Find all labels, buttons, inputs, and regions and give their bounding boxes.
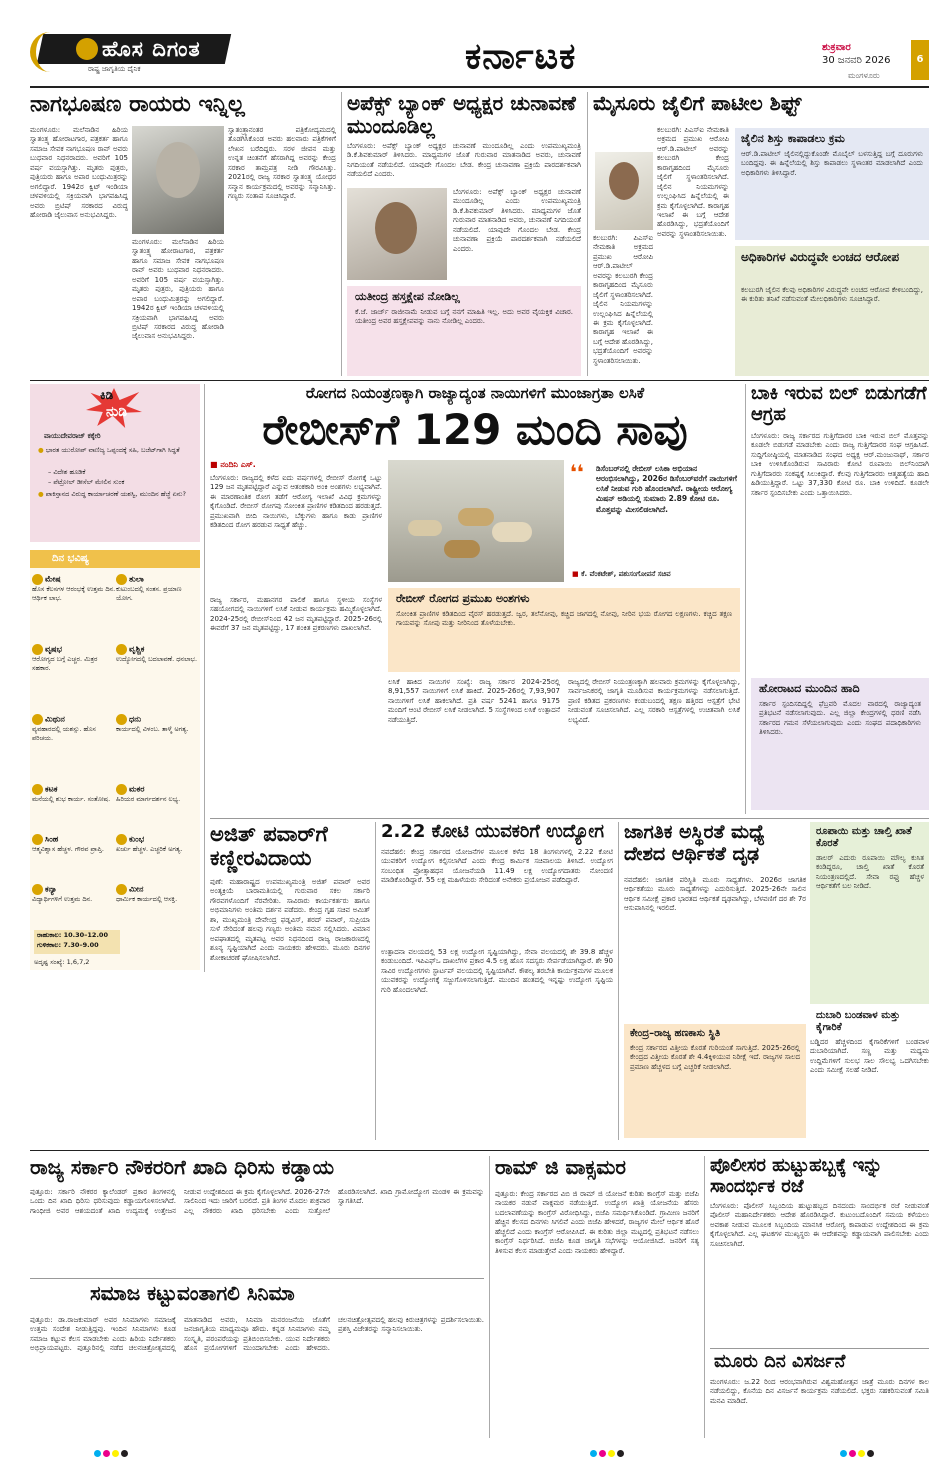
box-title: ಜೈಲಿನ ಶಿಸ್ತು ಕಾಪಾಡಲು ಕ್ರಮ (741, 132, 845, 145)
story-rabies (210, 384, 740, 814)
logo-text: ಹೊಸ ದಿಗಂತ (102, 37, 201, 61)
box-title: ರೇಬೀಸ್ ರೋಗದ ಪ್ರಮುಖ ಅಂಶಗಳು (396, 592, 530, 605)
sign-text: ಹೊಸ ಕೆಲಸಗಳ ಆರಂಭಕ್ಕೆ ಉತ್ತಮ ದಿನ. ಆರ್ಥಿಕ ಲಾಭ. (32, 585, 116, 603)
sign-text: ಧಾರ್ಮಿಕ ಕಾರ್ಯದಲ್ಲಿ ಆಸಕ್ತಿ. (116, 895, 178, 904)
horo-sign (32, 574, 116, 603)
sign-text: ಕುಟುಂಬದಲ್ಲಿ ಸಂತಸ. ಪ್ರಯಾಣ ಯೋಗ. (116, 585, 182, 603)
kidi-item-text: ಪಾಕಿಸ್ತಾನದ ವಿರುದ್ಧ ಕಾರ್ಯಾಚರಣೆ ಯಶಸ್ವಿ, ಮುಂದಿನ ಹೆಜ್ಜೆ ಏನು? (45, 490, 186, 498)
col-rule (375, 822, 376, 1140)
kidi-author: ವಾಯುದೇವರಾಜ್ ಕಕ್ಕೇರಿ (44, 432, 101, 440)
byline (210, 460, 256, 470)
rupee-box (810, 822, 929, 1004)
masthead-day: ಶುಕ್ರವಾರ (822, 42, 851, 53)
row-rule (710, 1348, 929, 1349)
zodiac-icon (32, 644, 43, 655)
zodiac-icon (32, 884, 43, 895)
kidi-item-text: ವಿದೇಶ ಹೂಡಿಕೆ (53, 468, 86, 476)
zodiac-icon (116, 834, 127, 845)
dash-icon: – (48, 478, 54, 486)
body-col1: ಬೆಂಗಳೂರು: ರಾಜ್ಯದಲ್ಲಿ ಕಳೆದ ಐದು ವರ್ಷಗಳಲ್ಲಿ ರೇಬೀಸ್ ರೋಗಕ್ಕೆ ಒಟ್ಟು 129 ಜನ ಮೃತಪಟ್ಟಿದ್ದಾರೆ ಎನ್ನುವ ಆತಂಕಕಾರಿ ಅಂಕಿ ಅಂಶಗಳು ಲಭ್ಯವಾಗಿವೆ. ಈ ಮಾರಣಾಂತಿಕ ರೋಗ ತಡೆಗೆ ಆರೋಗ್ಯ ಇಲಾಖೆ ವಿವಿಧ ಕ್ರಮಗಳನ್ನು ಕೈಗೊಂಡಿದೆ. ರೇಬೀಸ್ ರೋಗವು ಸೋಂಕಿತ ಪ್ರಾಣಿಗಳ ಕಡಿತದಿಂದ ಹರಡುತ್ತದೆ. ಪ್ರಮುಖವಾಗಿ ಬೀದಿ ನಾಯಿಗಳು, ಬೆಕ್ಕುಗಳು ಹಾಗೂ ಕಾಡು ಪ್ರಾಣಿಗಳ ಕಡಿತದಿಂದ ರೋಗ ಹರಡುವ ಸಾಧ್ಯತೆ ಹೆಚ್ಚು. (210, 474, 382, 530)
gulika: ಗುಳಿಕಕಾಲ: 7.30–9.00 (37, 941, 99, 949)
body: ಬೆಂಗಳೂರು: ರಾಜ್ಯ ಸರ್ಕಾರದ ಗುತ್ತಿಗೆದಾರರ ಬಾಕಿ ಇರುವ ಬಿಲ್ ಮೊತ್ತವನ್ನು ಕೂಡಲೇ ಬಿಡುಗಡೆ ಮಾಡಬೇಕು ಎಂದು ರಾಜ್ಯ ಗುತ್ತಿಗೆದಾರರ ಸಂಘ ಆಗ್ರಹಿಸಿದೆ. ಸುದ್ದಿಗೋಷ್ಠಿಯಲ್ಲಿ ಮಾತನಾಡಿದ ಸಂಘದ ಅಧ್ಯಕ್ಷ ಆರ್.ಮಂಜುನಾಥ್, ಸರ್ಕಾರ ಬಾಕಿ ಉಳಿಸಿಕೊಂಡಿರುವ ಸಾವಿರಾರು ಕೋಟಿ ರೂಪಾಯಿ ಬಿಲ್‌ನಿಂದಾಗಿ ಗುತ್ತಿಗೆದಾರರು ಸಂಕಷ್ಟಕ್ಕೆ ಸಿಲುಕಿದ್ದಾರೆ. ಕೆಲವು ಗುತ್ತಿಗೆದಾರರು ಆತ್ಮಹತ್ಯೆಯ ಹಾದಿ ಹಿಡಿಯುತ್ತಿದ್ದಾರೆ. ಒಟ್ಟು 37,330 ಕೋಟಿ ರೂ. ಬಾಕಿ ಉಳಿದಿದೆ. ಕೂಡಲೇ ಸರ್ಕಾರ ಸ್ಪಂದಿಸಬೇಕು ಎಂದು ಒತ್ತಾಯಿಸಿದರು. (751, 432, 929, 497)
col-rule (745, 384, 746, 814)
story-ramji (495, 1156, 699, 1438)
kicker: ರೋಗದ ನಿಯಂತ್ರಣಕ್ಕಾಗಿ ರಾಜ್ಯಾದ್ಯಂತ ನಾಯಿಗಳಿಗೆ ಮುಂಜಾಗ್ರತಾ ಲಸಿಕೆ (305, 384, 645, 402)
row-rule (30, 1278, 484, 1279)
story-khadi (30, 1156, 484, 1274)
story-pawar (210, 822, 370, 1142)
body: ನವದೆಹಲಿ: ಜಾಗತಿಕ ಪರಿಸ್ಥಿತಿ ಮೂರು ಸಾಧ್ಯತೆಗಳು. 2026ರ ಜಾಗತಿಕ ಆರ್ಥಿಕತೆಯು ಮೂರು ಸಾಧ್ಯತೆಗಳನ್ನು ಎದುರಿಸುತ್ತಿದೆ. 2025-26ನೇ ಸಾಲಿನ ಆರ್ಥಿಕ ಸಮೀಕ್ಷೆ ಪ್ರಕಾರ ಭಾರತದ ಆರ್ಥಿಕತೆ ದೃಢವಾಗಿದ್ದು, ಬೆಳವಣಿಗೆ ದರ ಶೇ 7ರ ಆಸುಪಾಸಿನಲ್ಲಿ ಇರಲಿದೆ. (624, 876, 806, 913)
headline: ನಾಗಭೂಷಣ ರಾಯರು ಇನ್ನಿಲ್ಲ (30, 92, 245, 117)
box-body: ಕೇಂದ್ರ ಸರ್ಕಾರದ ವಿತ್ತೀಯ ಕೊರತೆ ಗುರಿಯಂತೆ ಸಾಗುತ್ತಿದೆ. 2025-26ರಲ್ಲಿ ಕೇಂದ್ರದ ವಿತ್ತೀಯ ಕೊರತೆ ಶೇ 4.4ಕ್ಕಿಳಿಯುವ ನಿರೀಕ್ಷೆ ಇದೆ. ರಾಜ್ಯಗಳ ಸಾಲದ ಪ್ರಮಾಣ ಹೆಚ್ಚಳದ ಬಗ್ಗೆ ಎಚ್ಚರಿಕೆ ನೀಡಲಾಗಿದೆ. (630, 1044, 800, 1071)
body: ಬೆಂಗಳೂರು: ಅಪೆಕ್ಸ್ ಬ್ಯಾಂಕ್ ಅಧ್ಯಕ್ಷರ ಚುನಾವಣೆ ಮುಂದೂಡಿಲ್ಲ ಎಂದು ಉಪಮುಖ್ಯಮಂತ್ರಿ ಡಿ.ಕೆ.ಶಿವಕುಮಾರ್ ತಿಳಿಸಿದರು. ಮಾಧ್ಯಮಗಳ ಜೊತೆ ಗುರುವಾರ ಮಾತನಾಡಿದ ಅವರು, ಚುನಾವಣೆ ನಿಗದಿಯಂತೆ ನಡೆಯಲಿದೆ. ಯಾವುದೇ ಗೊಂದಲ ಬೇಡ. ಕೇಂದ್ರ ಚುನಾವಣಾ ಪ್ರಕ್ರಿಯೆ ಪಾರದರ್ಶಕವಾಗಿ ನಡೆಯಲಿದೆ ಎಂದರು. (347, 142, 581, 179)
finance-box (624, 1024, 806, 1138)
headline (495, 1156, 699, 1179)
zodiac-icon (116, 784, 127, 795)
sign-name: ತುಲಾ (129, 574, 144, 584)
zodiac-icon (32, 574, 43, 585)
box-title: ಮೂರು ದಿನ ವಿಸರ್ಜನೆ (714, 1351, 846, 1372)
headline: ಅಜಿತ್ ಪವಾರ್‌ಗೆ ಕಣ್ಣೀರವಿದಾಯ (210, 822, 328, 871)
bullet-icon: ● (38, 490, 46, 498)
masthead-date: 30 ಜನವರಿ 2026 (822, 55, 891, 66)
headline: ರಾಜ್ಯ ಸರ್ಕಾರಿ ನೌಕರರಿಗೆ ಖಾದಿ ಧಿರಿಸು ಕಡ್ಡಾಯ (30, 1156, 335, 1179)
story-apex (347, 92, 581, 378)
dog-shape (444, 540, 480, 558)
zodiac-icon (116, 644, 127, 655)
box-bribe (735, 246, 929, 376)
box-discipline (735, 128, 929, 240)
story-bills (751, 384, 929, 814)
patil-photo (595, 152, 653, 230)
box-body: ಕಲಬುರಗಿ ಜೈಲಿನ ಕೆಲವು ಅಧಿಕಾರಿಗಳ ವಿರುದ್ಧವೇ ಲಂಚದ ಆರೋಪ ಕೇಳಿಬಂದಿದ್ದು, ಈ ಕುರಿತು ತನಿಖೆ ನಡೆಸುವಂತೆ ಮೇಲಧಿಕಾರಿಗಳು ಸೂಚಿಸಿದ್ದಾರೆ. (741, 286, 923, 304)
body-col2: ಸ್ವಾತಂತ್ರ್ಯಾನಂತರ ಪತ್ರಿಕೋದ್ಯಮದಲ್ಲಿ ತೊಡಗಿಸಿಕೊಂಡ ಅವರು ಹಲವಾರು ಪತ್ರಿಕೆಗಳಿಗೆ ಲೇಖನ ಬರೆದಿದ್ದರು. ಸರಳ ಜೀವನ ಮತ್ತು ಉನ್ನತ ಚಿಂತನೆಗೆ ಹೆಸರಾಗಿದ್ದ ಅವರನ್ನು ಕೇಂದ್ರ ಸರಕಾರ ತಾಮ್ರಪತ್ರ ನೀಡಿ ಗೌರವಿಸಿತ್ತು. 2021ರಲ್ಲಿ ರಾಜ್ಯ ಸರಕಾರ ಸ್ವಾತಂತ್ರ್ಯ ಯೋಧರ ಸನ್ಮಾನ ಕಾರ್ಯಕ್ರಮದಲ್ಲಿ ಅವರನ್ನು ಸನ್ಮಾನಿಸಿತ್ತು. ಗಣ್ಯರು ಸಂತಾಪ ಸೂಚಿಸಿದ್ದಾರೆ. (228, 126, 336, 201)
headline: ಮೈಸೂರು ಜೈಲಿಗೆ ಪಾಟೀಲ ಶಿಫ್ಟ್ (593, 92, 802, 115)
box-title: ಕೇಂದ್ರ–ರಾಜ್ಯ ಹಣಕಾಸು ಸ್ಥಿತಿ (630, 1028, 721, 1039)
horoscope (30, 550, 200, 970)
horo-sign (32, 834, 116, 854)
col-rule (704, 1156, 705, 1438)
highlight-box (347, 286, 581, 376)
kidi-item (48, 468, 194, 477)
sign-text: ವಿದ್ಯಾರ್ಥಿಗಳಿಗೆ ಉತ್ತಮ ದಿನ. (32, 895, 93, 904)
print-registration-marks (94, 1442, 130, 1459)
horo-sign (116, 884, 200, 904)
logo-tagline: ರಾಷ್ಟ್ರ ಜಾಗೃತಿಯ ದೈನಿಕ (88, 65, 141, 73)
sign-text: ವ್ಯವಹಾರದಲ್ಲಿ ಯಶಸ್ಸು. ಹೊಸ ಪರಿಚಯ. (32, 725, 96, 743)
box-body: ಡಾಲರ್ ಎದುರು ರೂಪಾಯಿ ಮೌಲ್ಯ ಕುಸಿತ ಕಂಡಿದ್ದರೂ, ಚಾಲ್ತಿ ಖಾತೆ ಕೊರತೆ ನಿಯಂತ್ರಣದಲ್ಲಿದೆ. ಸೇವಾ ರಫ್ತು ಹೆಚ್ಚಳ ಆರ್ಥಿಕತೆಗೆ ಬಲ ನೀಡಿದೆ. (816, 854, 924, 891)
zodiac-icon (32, 784, 43, 795)
dog-shape (408, 520, 442, 536)
logo-emblem-icon (76, 38, 98, 60)
quote-icon: ❛❛ (570, 460, 584, 484)
box-title: ಹೋರಾಟದ ಮುಂದಿನ ಹಾದಿ (759, 682, 860, 695)
zodiac-icon (32, 714, 43, 725)
box-body: ಸೋಂಕಿತ ಪ್ರಾಣಿಗಳ ಕಡಿತದಿಂದ ವೈರಸ್ ಹರಡುತ್ತದೆ. ಜ್ವರ, ತಲೆನೋವು, ಕಚ್ಚಿದ ಜಾಗದಲ್ಲಿ ನೋವು, ನೀರಿನ ಭಯ ರೋಗದ ಲಕ್ಷಣಗಳು. ಕಚ್ಚಿದ ತಕ್ಷಣ ಗಾಯವನ್ನು ಸೋಪು ಮತ್ತು ನೀರಿನಿಂದ ತೊಳೆಯಬೇಕು. (396, 610, 732, 628)
kidi-title: ಕಿಡಿ (100, 388, 114, 402)
box-title: ಯತೀಂದ್ರ ಹಸ್ತಕ್ಷೇಪ ನೋಡಿಲ್ಲ (355, 290, 460, 303)
bullet-icon: ■ (210, 460, 221, 469)
body-col1b: ರಾಜ್ಯ ಸರ್ಕಾರ, ಮಹಾನಗರ ಪಾಲಿಕೆ ಹಾಗೂ ಸ್ಥಳೀಯ ಸಂಸ್ಥೆಗಳ ಸಹಯೋಗದಲ್ಲಿ ನಾಯಿಗಳಿಗೆ ಲಸಿಕೆ ನೀಡುವ ಕಾರ್ಯಕ್ರಮ ಹಮ್ಮಿಕೊಳ್ಳಲಾಗಿದೆ. 2024-25ರಲ್ಲಿ ರೇಬೀಸ್‌ನಿಂದ 42 ಜನ ಮೃತಪಟ್ಟಿದ್ದಾರೆ. 2025-26ರಲ್ಲಿ ಈವರೆಗೆ 37 ಜನ ಮೃತಪಟ್ಟಿದ್ದು, 17 ಶಂಕಿತ ಪ್ರಕರಣಗಳು ದಾಖಲಾಗಿವೆ. (210, 596, 382, 633)
bullet-icon: ■ (572, 570, 582, 578)
story-cinema (30, 1282, 484, 1438)
story-police (710, 1156, 929, 1438)
body-col1: ಮಂಗಳೂರು: ಮಲೆನಾಡಿನ ಹಿರಿಯ ಸ್ವಾತಂತ್ರ್ಯ ಹೋರಾಟಗಾರ, ಪತ್ರಕರ್ತ ಹಾಗೂ ಸಮಾಜ ಸೇವಕ ನಾಗಭೂಷಣ ರಾವ್ ಅವರು ಬುಧವಾರ ನಿಧನರಾದರು. ಅವರಿಗೆ 105 ವರ್ಷ ವಯಸ್ಸಾಗಿತ್ತು. ಮೃತರು ಪುತ್ರರು, ಪುತ್ರಿಯರು ಹಾಗೂ ಅಪಾರ ಬಂಧುಮಿತ್ರರನ್ನು ಅಗಲಿದ್ದಾರೆ. 1942ರ ಕ್ವಿಟ್ ಇಂಡಿಯಾ ಚಳವಳಿಯಲ್ಲಿ ಸಕ್ರಿಯವಾಗಿ ಭಾಗವಹಿಸಿದ್ದ ಅವರು ಬ್ರಿಟಿಷ್ ಸರಕಾರದ ವಿರುದ್ಧ ಹೋರಾಡಿ ಜೈಲುವಾಸ ಅನುಭವಿಸಿದ್ದರು. (30, 126, 128, 219)
body: ಪುತ್ತೂರು: ಕೇಂದ್ರ ಸರ್ಕಾರದ ವಿಬಿ ಜಿ ರಾಮ್ ಜಿ ಯೋಜನೆ ಕುರಿತು ಕಾಂಗ್ರೆಸ್ ಮತ್ತು ಬಿಜೆಪಿ ನಾಯಕರ ನಡುವೆ ವಾಕ್ಸಮರ ನಡೆಯುತ್ತಿದೆ. ಉದ್ಯೋಗ ಖಾತ್ರಿ ಯೋಜನೆಯ ಹೆಸರು ಬದಲಾವಣೆಯನ್ನು ಕಾಂಗ್ರೆಸ್ ವಿರೋಧಿಸಿದ್ದು, ಬಿಜೆಪಿ ಸಮರ್ಥಿಸಿಕೊಂಡಿದೆ. ಗ್ರಾಮೀಣ ಜನರಿಗೆ ಹೆಚ್ಚಿನ ಕೆಲಸದ ದಿನಗಳು ಸಿಗಲಿವೆ ಎಂದು ಬಿಜೆಪಿ ಹೇಳಿದರೆ, ರಾಜ್ಯಗಳ ಮೇಲೆ ಆರ್ಥಿಕ ಹೊರೆ ಹೆಚ್ಚಲಿದೆ ಎಂದು ಕಾಂಗ್ರೆಸ್ ಆರೋಪಿಸಿದೆ. ಈ ಕುರಿತು ಜಿಲ್ಲಾ ಮಟ್ಟದಲ್ಲಿ ಪ್ರತಿಭಟನೆ ನಡೆಸಲು ಕಾಂಗ್ರೆಸ್ ನಿರ್ಧರಿಸಿದೆ. ಬಿಜೆಪಿ ಕೂಡ ಜಾಗೃತಿ ಸಭೆಗಳನ್ನು ಆಯೋಜಿಸಿದೆ. ಜನರಿಗೆ ಸತ್ಯ ತಿಳಿಸುವ ಕೆಲಸ ಮಾಡುತ್ತೇವೆ ಎಂದು ನಾಯಕರು ಹೇಳಿದ್ದಾರೆ. (495, 1190, 699, 1255)
byline-text: ನಂದಿನಿ ಎಸ್. (220, 460, 256, 469)
box-title: ಅಧಿಕಾರಿಗಳ ವಿರುದ್ಧವೇ ಲಂಚದ ಆರೋಪ (741, 250, 900, 264)
box-body: ಕೆ.ಜೆ. ಜಾರ್ಜ್ ರಾಜೀನಾಮೆ ನೀಡುವ ಬಗ್ಗೆ ನನಗೆ ಮಾಹಿತಿ ಇಲ್ಲ. ಅದು ಅವರ ವೈಯಕ್ತಿಕ ವಿಚಾರ. ಯತೀಂದ್ರ ಅವರ ಹಸ್ತಕ್ಷೇಪವನ್ನು ನಾನು ನೋಡಿಲ್ಲ ಎಂದರು. (355, 308, 573, 326)
capital-body: ಬಡ್ಡಿದರ ಹೆಚ್ಚಳದಿಂದ ಕೈಗಾರಿಕೆಗಳಿಗೆ ಬಂಡವಾಳ ದುಬಾರಿಯಾಗಿದೆ. ಸಣ್ಣ ಮತ್ತು ಮಧ್ಯಮ ಉದ್ದಿಮೆಗಳಿಗೆ ಸುಲಭ ಸಾಲ ಸೌಲಭ್ಯ ಒದಗಿಸಬೇಕು ಎಂದು ಸಮೀಕ್ಷೆ ಸಲಹೆ ನೀಡಿದೆ. (810, 1038, 929, 1075)
sign-name: ವೃಶ್ಚಿಕ (129, 644, 145, 654)
sign-name: ಕನ್ಯಾ (45, 884, 57, 894)
facts-box (388, 588, 740, 672)
capital-title: ದುಬಾರಿ ಬಂಡವಾಳ ಮತ್ತು ಕೈಗಾರಿಕೆ (816, 1010, 901, 1033)
horo-sign (32, 644, 116, 673)
sign-text: ಹಿರಿಯರ ಮಾರ್ಗದರ್ಶನ ಲಭ್ಯ. (116, 795, 181, 804)
dog-shape (492, 522, 532, 542)
face-shape (609, 162, 639, 200)
sign-name: ಸಿಂಹ (45, 834, 59, 844)
story-economy (624, 822, 806, 1142)
rahukala-box (34, 930, 120, 954)
masthead-edition: ಮಂಗಳೂರು (848, 71, 880, 80)
page-number: 6 (911, 40, 929, 80)
body-col2: ಲಸಿಕೆ ಹಾಕಿದ ನಾಯಿಗಳ ಸಂಖ್ಯೆ: ರಾಜ್ಯ ಸರ್ಕಾರ 2024-25ರಲ್ಲಿ 8,91,557 ನಾಯಿಗಳಿಗೆ ಲಸಿಕೆ ಹಾಕಿದೆ. 2025-26ರಲ್ಲಿ 7,93,907 ನಾಯಿಗಳಿಗೆ ಲಸಿಕೆ ಹಾಕಲಾಗಿದೆ. ಪ್ರತಿ ವರ್ಷ 5241 ಹಾಗೂ 9175 ಮಂದಿಗೆ ಆಂಟಿ ರೇಬೀಸ್ ಲಸಿಕೆ ನೀಡಲಾಗಿದೆ. 5 ಸಂಸ್ಥೆಗಳಿಂದ ಲಸಿಕೆ ಉತ್ಪಾದನೆ ನಡೆಯುತ್ತಿದೆ. (388, 678, 560, 724)
sign-text: ಉದ್ಯೋಗದಲ್ಲಿ ಬದಲಾವಣೆ. ಧನಲಾಭ. (116, 655, 198, 664)
body-top: ನವದೆಹಲಿ: ಕೇಂದ್ರ ಸರ್ಕಾರದ ಯೋಜನೆಗಳ ಮೂಲಕ ಕಳೆದ 18 ತಿಂಗಳುಗಳಲ್ಲಿ 2.22 ಕೋಟಿ ಯುವಕರಿಗೆ ಉದ್ಯೋಗ ಕಲ್ಪಿಸಲಾಗಿದೆ ಎಂದು ಕೇಂದ್ರ ಕಾರ್ಮಿಕ ಸಚಿವಾಲಯ ತಿಳಿಸಿದೆ. ಉದ್ಯೋಗ ಸಂಬಂಧಿತ ಪ್ರೋತ್ಸಾಹಧನ ಯೋಜನೆಯಡಿ 11.49 ಲಕ್ಷ ಉದ್ಯೋಗದಾತರು ನೋಂದಣಿ ಮಾಡಿಕೊಂಡಿದ್ದಾರೆ. 55 ಲಕ್ಷ ಮಹಿಳೆಯರು ಸೇರಿದಂತೆ ಅನೇಕರು ಪ್ರಯೋಜನ ಪಡೆದಿದ್ದಾರೆ. (381, 848, 613, 885)
zodiac-icon (116, 714, 127, 725)
row-rule (30, 1150, 929, 1151)
horo-sign (32, 884, 116, 904)
horo-sign (116, 714, 200, 734)
dk-shivakumar-photo (347, 188, 447, 280)
struggle-box (751, 678, 929, 810)
sign-text: ಮನೆಯಲ್ಲಿ ಶುಭ ಕಾರ್ಯ. ಸಂತೋಷ. (32, 795, 111, 804)
sign-name: ಕಟಕ (45, 784, 58, 794)
sign-name: ಧನು (129, 714, 142, 724)
row-rule (210, 818, 929, 819)
horo-sign (116, 834, 200, 854)
sign-name: ವೃಷಭ (45, 644, 62, 654)
story-mysore-jail (593, 92, 929, 378)
kidi-item (48, 478, 194, 487)
kidi-item-text: ಭಾರತ ಯುರೋಪ್ ವಾಣಿಜ್ಯ ಒಪ್ಪಂದಕ್ಕೆ ಸಹಿ, ಬಜೆಟ್‌ಗಾಗಿ ಸಿದ್ಧತೆ (45, 446, 180, 454)
masthead-rule (30, 86, 929, 88)
quote-author (572, 570, 740, 579)
print-registration-marks (840, 1442, 876, 1459)
horo-sign (116, 644, 200, 664)
col-rule (489, 1156, 490, 1438)
masthead (0, 0, 945, 88)
body: ಪುತ್ತೂರು: ಸರ್ಕಾರಿ ನೌಕರರ ಕ್ಯಾಲೆಂಡರ್ ಪ್ರಕಾರ ತಿಂಗಳಿನಲ್ಲಿ ಒಂದು ದಿನ ಖಾದಿ ಧಿರಿಸು ಧರಿಸುವುದು ಕಡ್ಡಾಯಗೊಳಿಸಲಾಗಿದೆ. ಗಾಂಧೀಜಿ ಅವರ ಆಶಯದಂತೆ ಖಾದಿ ಉದ್ಯಮಕ್ಕೆ ಉತ್ತೇಜನ ನೀಡುವ ಉದ್ದೇಶದಿಂದ ಈ ಕ್ರಮ ಕೈಗೊಳ್ಳಲಾಗಿದೆ. 2026-27ನೇ ಸಾಲಿನಿಂದ ಇದು ಜಾರಿಗೆ ಬರಲಿದೆ. ಪ್ರತಿ ತಿಂಗಳ ಮೊದಲ ಶುಕ್ರವಾರ ಎಲ್ಲ ನೌಕರರು ಖಾದಿ ಧರಿಸಬೇಕು ಎಂದು ಸುತ್ತೋಲೆ ಹೊರಡಿಸಲಾಗಿದೆ. ಖಾದಿ ಗ್ರಾಮೋದ್ಯೋಗ ಮಂಡಳಿ ಈ ಕ್ರಮವನ್ನು ಸ್ವಾಗತಿಸಿದೆ. (30, 1188, 484, 1215)
section-title: ಕರ್ನಾಟಕ (465, 36, 577, 77)
body-col2b: ಮಂಗಳೂರು: ಮಲೆನಾಡಿನ ಹಿರಿಯ ಸ್ವಾತಂತ್ರ್ಯ ಹೋರಾಟಗಾರ, ಪತ್ರಕರ್ತ ಹಾಗೂ ಸಮಾಜ ಸೇವಕ ನಾಗಭೂಷಣ ರಾವ್ ಅವರು ಬುಧವಾರ ನಿಧನರಾದರು. ಅವರಿಗೆ 105 ವರ್ಷ ವಯಸ್ಸಾಗಿತ್ತು. ಮೃತರು ಪುತ್ರರು, ಪುತ್ರಿಯರು ಹಾಗೂ ಅಪಾರ ಬಂಧುಮಿತ್ರರನ್ನು ಅಗಲಿದ್ದಾರೆ. 1942ರ ಕ್ವಿಟ್ ಇಂಡಿಯಾ ಚಳವಳಿಯಲ್ಲಿ ಸಕ್ರಿಯವಾಗಿ ಭಾಗವಹಿಸಿದ್ದ ಅವರು ಬ್ರಿಟಿಷ್ ಸರಕಾರದ ವಿರುದ್ಧ ಹೋರಾಡಿ ಜೈಲುವಾಸ ಅನುಭವಿಸಿದ್ದರು. (132, 238, 224, 341)
kidi-item (38, 490, 194, 499)
headline: ಪೊಲೀಸರ ಹುಟ್ಟುಹಬ್ಬಕ್ಕೆ ಇನ್ನು ಸಾಂದರ್ಭಿಕ ರಜೆ (710, 1156, 883, 1197)
col-rule (341, 92, 342, 376)
col-rule (618, 822, 619, 1140)
body: ಪುತ್ತೂರು: ಡಾ.ರಾಜಕುಮಾರ್ ಅವರ ಸಿನಿಮಾಗಳು ಸಮಾಜಕ್ಕೆ ಉತ್ತಮ ಸಂದೇಶ ನೀಡುತ್ತಿದ್ದವು. ಇಂದಿನ ಸಿನಿಮಾಗಳು ಕೂಡ ಸಮಾಜ ಕಟ್ಟುವ ಕೆಲಸ ಮಾಡಬೇಕು ಎಂದು ಹಿರಿಯ ನಿರ್ದೇಶಕರು ಅಭಿಪ್ರಾಯಪಟ್ಟರು. ಪುತ್ತೂರಿನಲ್ಲಿ ನಡೆದ ಚಲನಚಿತ್ರೋತ್ಸವದಲ್ಲಿ ಮಾತನಾಡಿದ ಅವರು, ಸಿನಿಮಾ ಮನರಂಜನೆಯ ಜೊತೆಗೆ ಜನಜಾಗೃತಿಯ ಮಾಧ್ಯಮವೂ ಹೌದು. ಕನ್ನಡ ಸಿನಿಮಾಗಳು ನಮ್ಮ ಸಂಸ್ಕೃತಿ, ಪರಂಪರೆಯನ್ನು ಪ್ರತಿಬಿಂಬಿಸಬೇಕು. ಯುವ ನಿರ್ದೇಶಕರು ಹೊಸ ಪ್ರಯೋಗಗಳಿಗೆ ಮುಂದಾಗಬೇಕು ಎಂದು ಹೇಳಿದರು. ಚಲನಚಿತ್ರೋತ್ಸವದಲ್ಲಿ ಹಲವು ಕಿರುಚಿತ್ರಗಳನ್ನು ಪ್ರದರ್ಶಿಸಲಾಯಿತು. ಪ್ರಶಸ್ತಿ ವಿಜೇತರನ್ನು ಸನ್ಮಾನಿಸಲಾಯಿತು. (30, 1316, 484, 1353)
zodiac-icon (32, 834, 43, 845)
dog-shape (458, 508, 494, 526)
stray-dogs-photo (388, 460, 564, 582)
headline: ಜಾಗತಿಕ ಅಸ್ಥಿರತೆ ಮಧ್ಯೆ ದೇಶದ ಆರ್ಥಿಕತೆ ದೃಢ (624, 822, 765, 865)
rahukala: ರಾಹುಕಾಲ: 10.30–12.00 (37, 931, 108, 939)
bullet-icon: ● (38, 446, 46, 454)
body: ಕಲಬುರಗಿ: ಪಿಎಸ್‌ಐ ನೇಮಕಾತಿ ಅಕ್ರಮದ ಪ್ರಮುಖ ಆರೋಪಿ ಆರ್.ಡಿ.ಪಾಟೀಲ್ ಅವರನ್ನು ಕಲಬುರಗಿ ಕೇಂದ್ರ ಕಾರಾಗೃಹದಿಂದ ಮೈಸೂರು ಜೈಲಿಗೆ ಸ್ಥಳಾಂತರಿಸಲಾಗಿದೆ. ಜೈಲಿನ ನಿಯಮಗಳನ್ನು ಉಲ್ಲಂಘಿಸಿದ ಹಿನ್ನೆಲೆಯಲ್ಲಿ ಈ ಕ್ರಮ ಕೈಗೊಳ್ಳಲಾಗಿದೆ. ಕಾರಾಗೃಹ ಇಲಾಖೆ ಈ ಬಗ್ಗೆ ಆದೇಶ ಹೊರಡಿಸಿದ್ದು, ಭದ್ರತೆಯೊಂದಿಗೆ ಅವರನ್ನು ಸ್ಥಳಾಂತರಿಸಲಾಯಿತು. (657, 126, 729, 238)
nudi-title: ನುಡಿ (106, 404, 128, 420)
headline: ಸಮಾಜ ಕಟ್ಟುವಂತಾಗಲಿ ಸಿನಿಮಾ (90, 1282, 295, 1305)
portrait-photo (132, 126, 224, 234)
body-right: ಬೆಂಗಳೂರು: ಅಪೆಕ್ಸ್ ಬ್ಯಾಂಕ್ ಅಧ್ಯಕ್ಷರ ಚುನಾವಣೆ ಮುಂದೂಡಿಲ್ಲ ಎಂದು ಉಪಮುಖ್ಯಮಂತ್ರಿ ಡಿ.ಕೆ.ಶಿವಕುಮಾರ್ ತಿಳಿಸಿದರು. ಮಾಧ್ಯಮಗಳ ಜೊತೆ ಗುರುವಾರ ಮಾತನಾಡಿದ ಅವರು, ಚುನಾವಣೆ ನಿಗದಿಯಂತೆ ನಡೆಯಲಿದೆ. ಯಾವುದೇ ಗೊಂದಲ ಬೇಡ. ಕೇಂದ್ರ ಚುನಾವಣಾ ಪ್ರಕ್ರಿಯೆ ಪಾರದರ್ಶಕವಾಗಿ ನಡೆಯಲಿದೆ ಎಂದರು. (453, 188, 581, 253)
sign-name: ಕುಂಭ (129, 834, 145, 844)
box-body: ಮಂಗಳೂರು: ಜ.22 ರಿಂದ ಆರಂಭವಾಗಿರುವ ವಿಶ್ವಮಹೋತ್ಸವ ಜಾತ್ರೆ ಮೂರು ದಿನಗಳ ಕಾಲ ನಡೆಯಲಿದ್ದು, ಕೊನೆಯ ದಿನ ವಿಸರ್ಜನೆ ಕಾರ್ಯಕ್ರಮ ನಡೆಯಲಿದೆ. ಭಕ್ತರು ಸಹಕರಿಸುವಂತೆ ಸಮಿತಿ ಮನವಿ ಮಾಡಿದೆ. (710, 1378, 929, 1405)
print-registration-marks (590, 1442, 626, 1459)
headline: ಅಪೆಕ್ಸ್ ಬ್ಯಾಂಕ್ ಅಧ್ಯಕ್ಷರ ಚುನಾವಣೆ ಮುಂದೂಡಿಲ್ಲ (347, 92, 576, 138)
story-rupee (810, 822, 929, 1142)
body: ಬೆಂಗಳೂರು: ಪೊಲೀಸ್ ಸಿಬ್ಬಂದಿಯ ಹುಟ್ಟುಹಬ್ಬದ ದಿನದಂದು ಸಾಂದರ್ಭಿಕ ರಜೆ ನೀಡುವಂತೆ ಪೊಲೀಸ್ ಮಹಾನಿರ್ದೇಶಕರು ಆದೇಶ ಹೊರಡಿಸಿದ್ದಾರೆ. ಕುಟುಂಬದೊಂದಿಗೆ ಸಮಯ ಕಳೆಯಲು ಅವಕಾಶ ನೀಡುವ ಮೂಲಕ ಸಿಬ್ಬಂದಿಯ ಮಾನಸಿಕ ಆರೋಗ್ಯ ಕಾಪಾಡುವ ಉದ್ದೇಶದಿಂದ ಈ ಕ್ರಮ ಕೈಗೊಳ್ಳಲಾಗಿದೆ. ಎಲ್ಲ ಘಟಕಗಳ ಮುಖ್ಯಸ್ಥರು ಈ ಆದೇಶವನ್ನು ಕಡ್ಡಾಯವಾಗಿ ಪಾಲಿಸಬೇಕು ಎಂದು ಸೂಚಿಸಲಾಗಿದೆ. (710, 1202, 929, 1248)
horo-sign (32, 714, 116, 743)
sign-name: ಮಕರ (129, 784, 145, 794)
sign-name: ಮೇಷ (45, 574, 61, 584)
headline: ರೇಬೀಸ್‌ಗೆ 129 ಮಂದಿ ಸಾವು (262, 405, 688, 454)
quote-text: ಡಿಸೆಂಬರ್‌ನಲ್ಲಿ ರೇಬೀಸ್ ಲಸಿಕಾ ಅಭಿಯಾನ ಆರಂಭಿಸಲಾಗಿದ್ದು, 2026ರ ಡಿಸೆಂಬರ್‌ವರೆಗೆ ನಾಯಿಗಳಿಗೆ ಲಸಿಕೆ ನೀಡುವ ಗುರಿ ಹೊಂದಲಾಗಿದೆ. ರಾಷ್ಟ್ರೀಯ ಆರೋಗ್ಯ ಮಿಷನ್ ಅಡಿಯಲ್ಲಿ ಸುಮಾರು 2.89 ಕೋಟಿ ರೂ. ಮೊತ್ತವನ್ನು ಮೀಸಲಿಡಲಾಗಿದೆ. (596, 464, 737, 514)
face-shape (375, 202, 417, 254)
story-jobs (381, 822, 613, 1142)
horo-sign (116, 784, 200, 804)
headline: ಬಾಕಿ ಇರುವ ಬಿಲ್ ಬಿಡುಗಡೆಗೆ ಆಗ್ರಹ (751, 384, 927, 425)
zodiac-icon (116, 574, 127, 585)
logo-swoosh (30, 32, 54, 72)
logo (30, 28, 235, 88)
row-rule (30, 380, 929, 381)
body-bottom: ಉತ್ಪಾದನಾ ವಲಯದಲ್ಲಿ 53 ಲಕ್ಷ ಉದ್ಯೋಗ ಸೃಷ್ಟಿಯಾಗಿದ್ದು, ಸೇವಾ ವಲಯದಲ್ಲಿ ಶೇ 39.8 ಹೆಚ್ಚಳ ಕಂಡುಬಂದಿದೆ. ಇಪಿಎಫ್‌ಒ ದಾಖಲೆಗಳ ಪ್ರಕಾರ 4.5 ಲಕ್ಷ ಹೊಸ ಸದಸ್ಯರು ಸೇರ್ಪಡೆಯಾಗಿದ್ದಾರೆ. ಶೇ 90 ಸಾವಿರ ಉದ್ಯೋಗಗಳು ಸ್ಟಾರ್ಟಪ್ ವಲಯದಲ್ಲಿ ಸೃಷ್ಟಿಯಾಗಿವೆ. ಕೌಶಲ್ಯ ತರಬೇತಿ ಕಾರ್ಯಕ್ರಮಗಳ ಮೂಲಕ ಯುವಕರನ್ನು ಉದ್ಯೋಗಕ್ಕೆ ಸಜ್ಜುಗೊಳಿಸಲಾಗುತ್ತಿದೆ. ಮುಂದಿನ ಹಂತದಲ್ಲಿ ಇನ್ನಷ್ಟು ಉದ್ಯೋಗ ಸೃಷ್ಟಿಯ ಗುರಿ ಹೊಂದಲಾಗಿದೆ. (381, 948, 613, 994)
sign-name: ಮಿಥುನ (45, 714, 65, 724)
horoscope-title: ದಿನ ಭವಿಷ್ಯ (52, 553, 89, 564)
col-rule (204, 384, 205, 972)
sign-name: ಮೀನ (129, 884, 144, 894)
lucky-number: ಅದೃಷ್ಟ ಸಂಖ್ಯೆ: 1,6,7,2 (34, 958, 90, 966)
body-col3: ರಾಜ್ಯದಲ್ಲಿ ರೇಬೀಸ್ ನಿಯಂತ್ರಣಕ್ಕಾಗಿ ಹಲವಾರು ಕ್ರಮಗಳನ್ನು ಕೈಗೊಳ್ಳಲಾಗಿದ್ದು, ಸಾರ್ವಜನಿಕರಲ್ಲಿ ಜಾಗೃತಿ ಮೂಡಿಸುವ ಕಾರ್ಯಕ್ರಮಗಳನ್ನು ನಡೆಸಲಾಗುತ್ತಿದೆ. ಪ್ರಾಣಿ ಕಡಿತದ ಪ್ರಕರಣಗಳು ಕಂಡುಬಂದಲ್ಲಿ ತಕ್ಷಣ ಹತ್ತಿರದ ಆಸ್ಪತ್ರೆಗೆ ಭೇಟಿ ನೀಡುವಂತೆ ಸೂಚಿಸಲಾಗಿದೆ. ಎಲ್ಲ ಸರಕಾರಿ ಆಸ್ಪತ್ರೆಗಳಲ್ಲಿ ಉಚಿತವಾಗಿ ಲಸಿಕೆ ಲಭ್ಯವಿದೆ. (568, 678, 740, 724)
box-body: ಆರ್.ಡಿ.ಪಾಟೀಲ್ ಜೈಲಿನಲ್ಲಿದ್ದುಕೊಂಡೇ ಮೊಬೈಲ್ ಬಳಸುತ್ತಿದ್ದ ಬಗ್ಗೆ ದೂರುಗಳು ಬಂದಿದ್ದವು. ಈ ಹಿನ್ನೆಲೆಯಲ್ಲಿ ಶಿಸ್ತು ಕಾಪಾಡಲು ಸ್ಥಳಾಂತರ ಮಾಡಲಾಗಿದೆ ಎಂದು ಅಧಿಕಾರಿಗಳು ತಿಳಿಸಿದ್ದಾರೆ. (741, 150, 923, 177)
horo-sign (116, 574, 200, 603)
face-shape (156, 142, 200, 198)
headline-text: ರಾಮ್ ಜಿ ವಾಕ್ಸಮರ (495, 1156, 626, 1179)
story-nagabhushana (30, 92, 336, 378)
quote-author-text: ಕೆ. ವೆಂಕಟೇಶ್, ಪಶುಸಂಗೋಪನೆ ಸಚಿವ (581, 570, 671, 578)
body-lower: ಕಲಬುರಗಿ: ಪಿಎಸ್‌ಐ ನೇಮಕಾತಿ ಅಕ್ರಮದ ಪ್ರಮುಖ ಆರೋಪಿ ಆರ್.ಡಿ.ಪಾಟೀಲ್ ಅವರನ್ನು ಕಲಬುರಗಿ ಕೇಂದ್ರ ಕಾರಾಗೃಹದಿಂದ ಮೈಸೂರು ಜೈಲಿಗೆ ಸ್ಥಳಾಂತರಿಸಲಾಗಿದೆ. ಜೈಲಿನ ನಿಯಮಗಳನ್ನು ಉಲ್ಲಂಘಿಸಿದ ಹಿನ್ನೆಲೆಯಲ್ಲಿ ಈ ಕ್ರಮ ಕೈಗೊಳ್ಳಲಾಗಿದೆ. ಕಾರಾಗೃಹ ಇಲಾಖೆ ಈ ಬಗ್ಗೆ ಆದೇಶ ಹೊರಡಿಸಿದ್ದು, ಭದ್ರತೆಯೊಂದಿಗೆ ಅವರನ್ನು ಸ್ಥಳಾಂತರಿಸಲಾಯಿತು. (593, 234, 653, 365)
sign-text: ಕಾರ್ಯದಲ್ಲಿ ವಿಳಂಬ. ತಾಳ್ಮೆ ಅಗತ್ಯ. (116, 725, 189, 734)
dash-icon: – (48, 468, 54, 476)
body: ಪುಣೆ: ಮಹಾರಾಷ್ಟ್ರದ ಉಪಮುಖ್ಯಮಂತ್ರಿ ಅಜಿತ್ ಪವಾರ್ ಅವರ ಅಂತ್ಯಕ್ರಿಯೆ ಬಾರಾಮತಿಯಲ್ಲಿ ಗುರುವಾರ ಸಕಲ ಸರ್ಕಾರಿ ಗೌರವಗಳೊಂದಿಗೆ ನೆರವೇರಿತು. ಸಾವಿರಾರು ಕಾರ್ಯಕರ್ತರು ಹಾಗೂ ಅಭಿಮಾನಿಗಳು ಅಂತಿಮ ದರ್ಶನ ಪಡೆದರು. ಕೇಂದ್ರ ಗೃಹ ಸಚಿವ ಅಮಿತ್ ಶಾ, ಮುಖ್ಯಮಂತ್ರಿ ದೇವೇಂದ್ರ ಫಡ್ನವಿಸ್, ಶರದ್ ಪವಾರ್, ಸುಪ್ರಿಯಾ ಸುಳೆ ಸೇರಿದಂತೆ ಹಲವು ಗಣ್ಯರು ಅಂತಿಮ ನಮನ ಸಲ್ಲಿಸಿದರು. ವಿಮಾನ ಅಪಘಾತದಲ್ಲಿ ಮೃತಪಟ್ಟ ಅವರ ನಿಧನದಿಂದ ರಾಜ್ಯ ರಾಜಕಾರಣದಲ್ಲಿ ಶೂನ್ಯ ಸೃಷ್ಟಿಯಾಗಿದೆ ಎಂದು ನಾಯಕರು ಹೇಳಿದರು. ಮೂರು ದಿನಗಳ ಶೋಕಾಚರಣೆ ಘೋಷಿಸಲಾಗಿದೆ. (210, 878, 370, 962)
box-body: ಸರ್ಕಾರ ಸ್ಪಂದಿಸದಿದ್ದಲ್ಲಿ ಫೆಬ್ರವರಿ ಮೊದಲ ವಾರದಲ್ಲಿ ರಾಜ್ಯಾದ್ಯಂತ ಪ್ರತಿಭಟನೆ ನಡೆಸಲಾಗುವುದು. ಎಲ್ಲ ಜಿಲ್ಲಾ ಕೇಂದ್ರಗಳಲ್ಲಿ ಧರಣಿ ನಡೆಸಿ ಸರ್ಕಾರದ ಗಮನ ಸೆಳೆಯಲಾಗುವುದು ಎಂದು ಸಂಘದ ಪದಾಧಿಕಾರಿಗಳು ತಿಳಿಸಿದರು. (759, 700, 921, 737)
kidi-nudi (30, 384, 200, 542)
kidi-item-text: ಪೆಟ್ರೋಲ್ ಡೀಸೆಲ್ ಮೇಲಿನ ಸುಂಕ (53, 478, 125, 486)
sign-text: ಆರೋಗ್ಯದ ಬಗ್ಗೆ ಎಚ್ಚರ. ಮಿತ್ರರ ಸಹಕಾರ. (32, 655, 98, 673)
sign-text: ಆತ್ಮವಿಶ್ವಾಸ ಹೆಚ್ಚಳ. ಗೌರವ ಪ್ರಾಪ್ತಿ. (32, 845, 105, 854)
headline: 2.22 ಕೋಟಿ ಯುವಕರಿಗೆ ಉದ್ಯೋಗ (381, 822, 604, 842)
col-rule (587, 92, 588, 376)
box-title: ರೂಪಾಯಿ ಮತ್ತು ಚಾಲ್ತಿ ಖಾತೆ ಕೊರತೆ (816, 826, 912, 849)
kidi-item (38, 446, 194, 455)
horo-sign (32, 784, 116, 804)
zodiac-icon (116, 884, 127, 895)
sign-text: ಖರ್ಚು ಹೆಚ್ಚಳ. ಎಚ್ಚರಿಕೆ ಅಗತ್ಯ. (116, 845, 183, 854)
